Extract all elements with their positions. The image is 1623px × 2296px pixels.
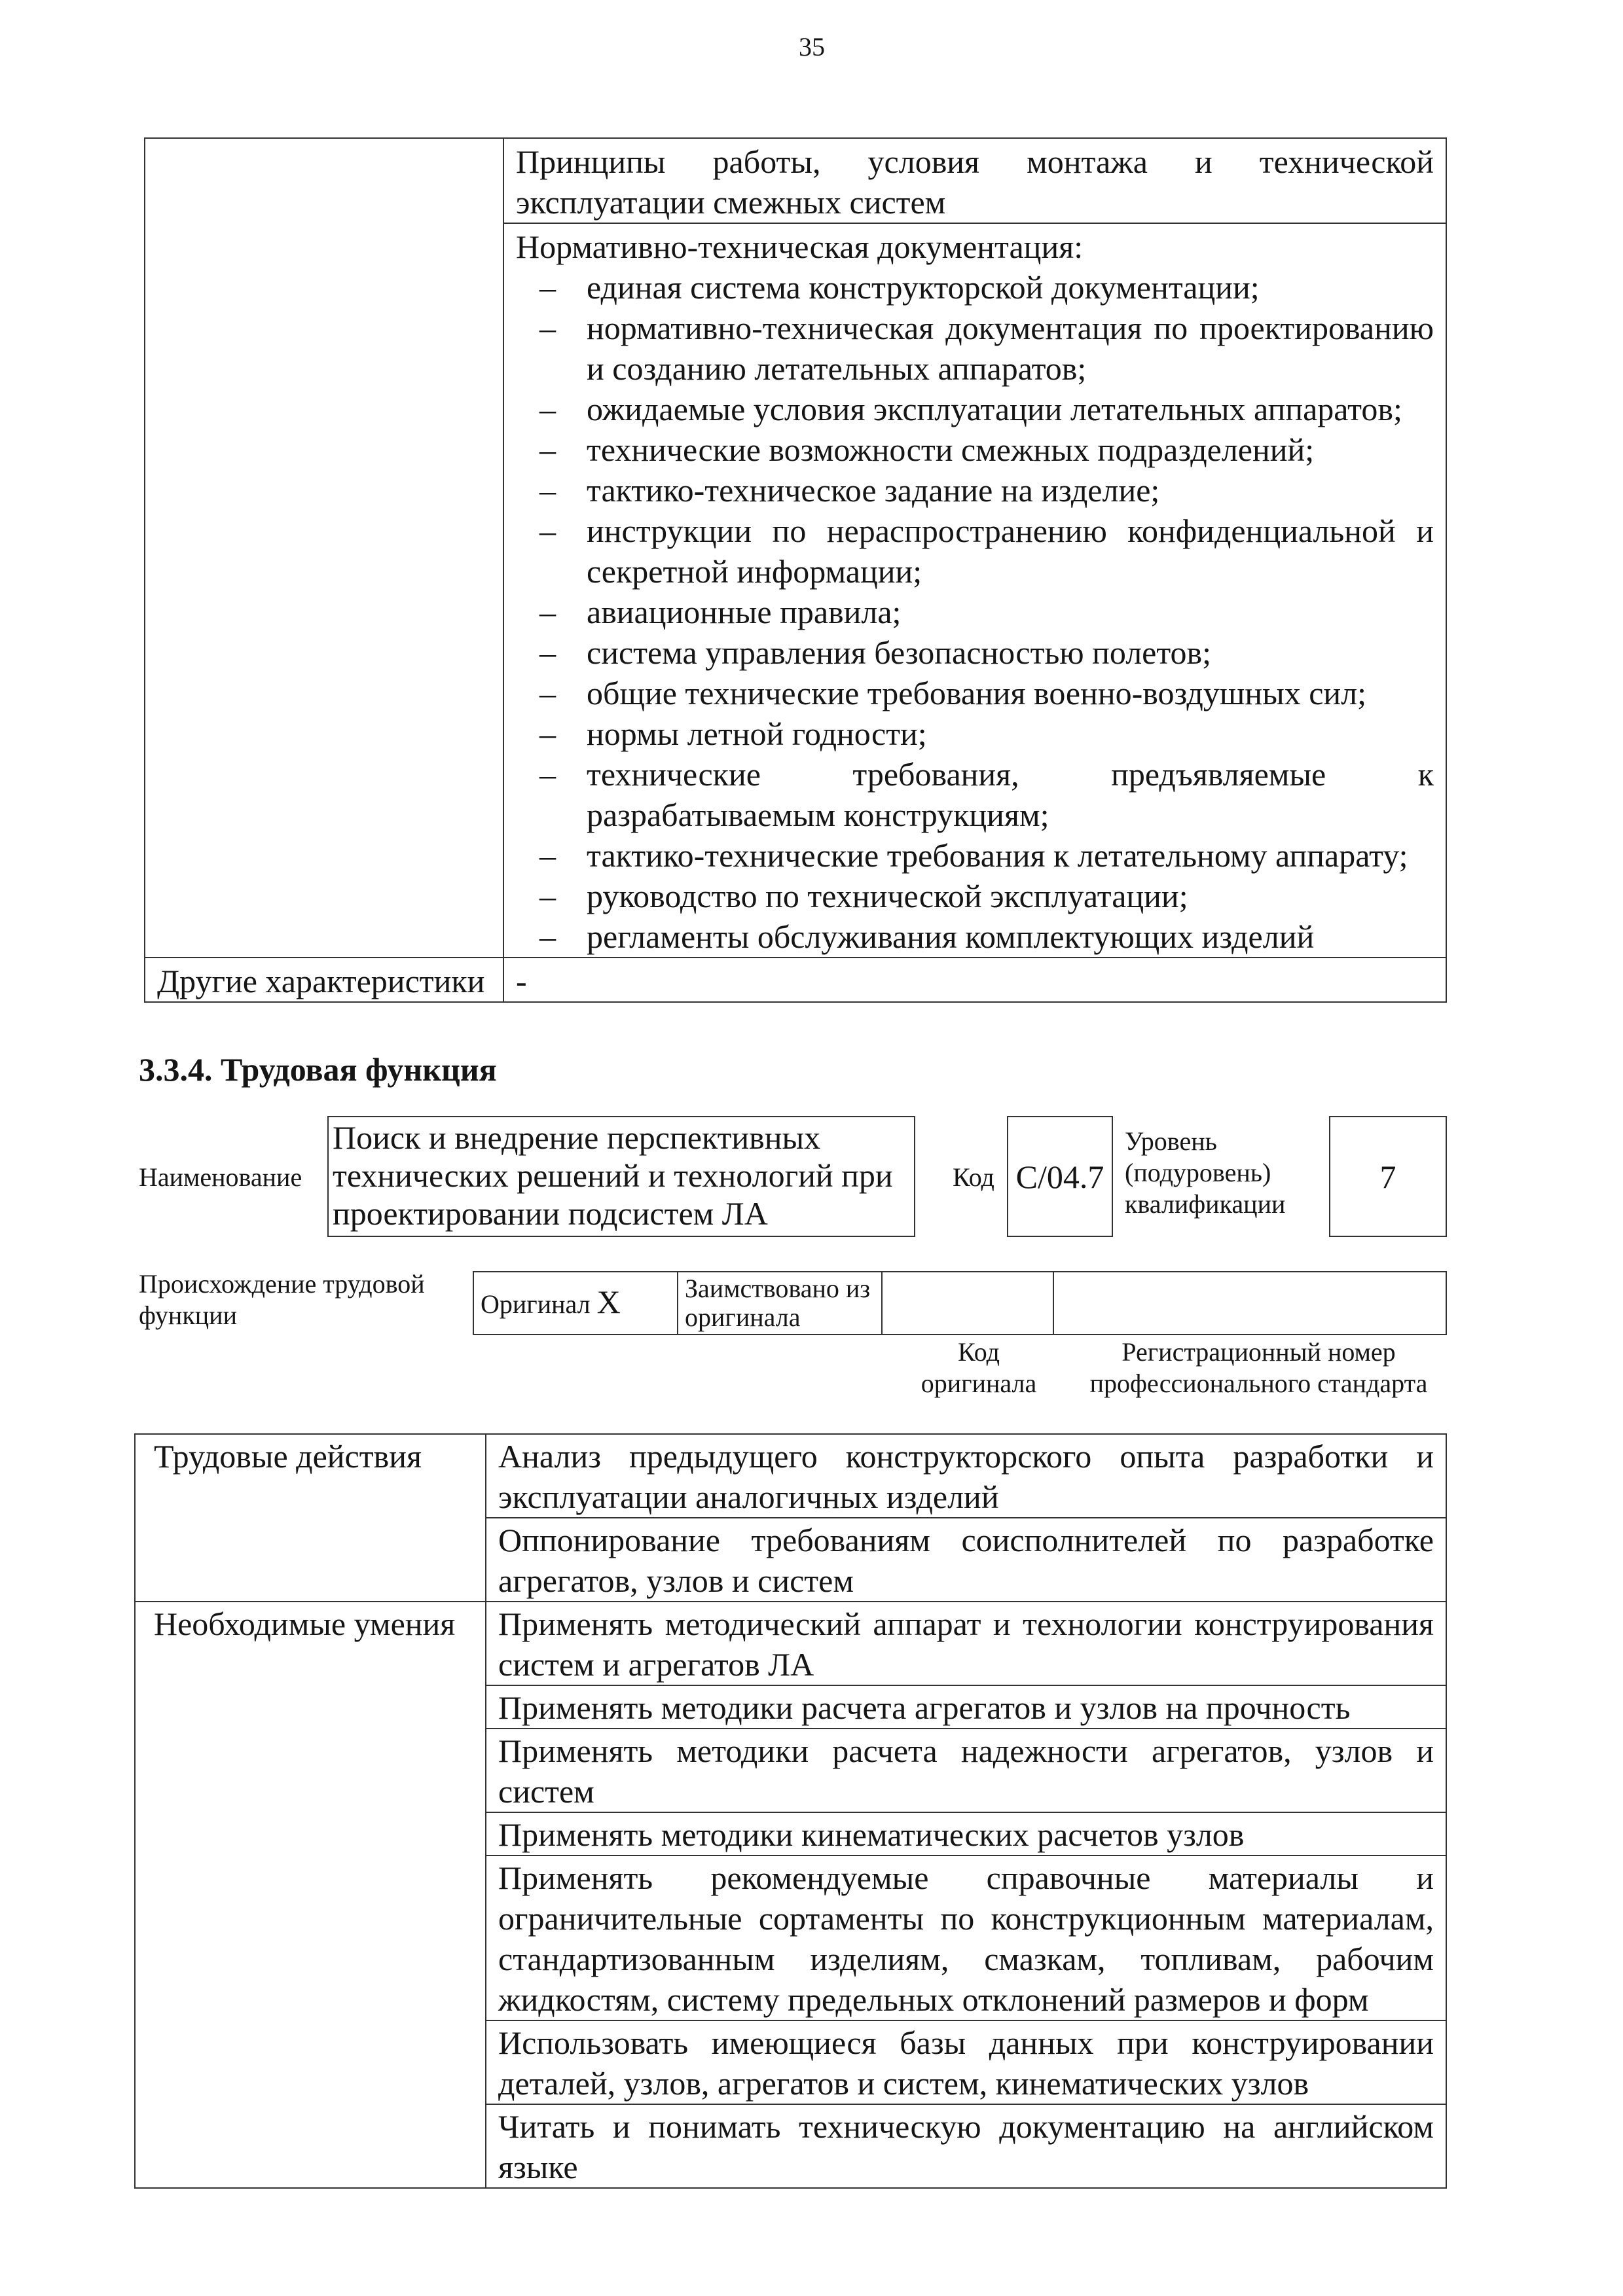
list-item: – технические возможности смежных подразделений; [516,429,1434,470]
table-row: Применять методический аппарат и технологии конструирования систем и агрегатов ЛА [486,1602,1446,1685]
list-item: – тактико-техническое задание на изделие; [516,470,1434,511]
origin-label: Происхождение трудовой функции [139,1269,425,1330]
skills-label: Необходимые умения [135,1602,486,2188]
table-row: Применять методики расчета агрегатов и узлов на прочность [486,1685,1446,1729]
level-label: Уровень (подуровень) квалификации [1125,1126,1286,1219]
list-item: – инструкции по нераспространению конфиденциальной и секретной информации; [516,511,1434,592]
table-row: Применять рекомендуемые справочные материалы и ограничительные сортаменты по конструкционным материалам, стандартизованным изделиям, смазкам, топливам, рабочим жидкостям, систему предельных отклонений размеров и форм [486,1856,1446,2020]
actions-label: Трудовые действия [135,1434,486,1602]
docs-title: Нормативно-техническая документация: [516,228,1084,265]
origin-reg-number-cell [1053,1272,1446,1335]
function-name-field: Поиск и внедрение перспективных технических решений и технологий при проектировании подсистем ЛА [327,1116,915,1237]
page-number: 35 [799,32,825,62]
table-row: Читать и понимать техническую документацию на английском языке [486,2104,1446,2188]
section-heading: 3.3.4. Трудовая функция [139,1051,497,1088]
list-item: – общие технические требования военно-воздушных сил; [516,673,1434,713]
docs-list [516,267,1434,957]
labor-actions-table [134,1433,1447,2189]
list-item: – система управления безопасностью полетов; [516,632,1434,673]
table-row: Использовать имеющиеся базы данных при конструировании деталей, узлов, агрегатов и систем, кинематических узлов [486,2020,1446,2104]
name-label: Наименование [139,1162,302,1192]
list-item: – регламенты обслуживания комплектующих изделий [516,916,1434,957]
table-row: Принципы работы, условия монтажа и технической эксплуатации смежных систем [503,138,1446,223]
origin-code-caption: Код оригинала [921,1337,1037,1398]
table-row [503,223,1446,958]
origin-original-label: Оригинал [481,1289,591,1319]
list-item: – руководство по технической эксплуатации; [516,876,1434,916]
other-characteristics-label: Другие характеристики [145,958,503,1002]
function-code-field: C/04.7 [1007,1116,1113,1237]
list-item: – нормативно-техническая документация по проектированию и созданию летательных аппаратов; [516,308,1434,389]
origin-mark: X [596,1283,621,1320]
empty-label-cell [145,138,503,958]
list-item: – технические требования, предъявляемые к разрабатываемым конструкциям; [516,754,1434,835]
origin-table [473,1271,1447,1335]
code-label: Код [953,1162,994,1192]
list-item: – ожидаемые условия эксплуатации летательных аппаратов; [516,389,1434,429]
table-row: Применять методики кинематических расчетов узлов [486,1812,1446,1856]
origin-reg-caption: Регистрационный номер профессионального стандарта [1089,1337,1428,1398]
origin-original-cell [473,1272,678,1335]
origin-borrowed-cell: Заимствовано из оригинала [678,1272,882,1335]
table-row: Применять методики расчета надежности агрегатов, узлов и систем [486,1729,1446,1812]
knowledge-table [144,137,1447,1003]
qualification-level-field: 7 [1329,1116,1447,1237]
other-characteristics-value: - [503,958,1446,1002]
list-item: – нормы летной годности; [516,713,1434,754]
list-item: – тактико-технические требования к летательному аппарату; [516,835,1434,876]
table-row: Оппонирование требованиям соисполнителей по разработке агрегатов, узлов и систем [486,1518,1446,1602]
list-item: – авиационные правила; [516,592,1434,632]
list-item: – единая система конструкторской документации; [516,267,1434,308]
origin-code-cell [882,1272,1053,1335]
table-row: Анализ предыдущего конструкторского опыта разработки и эксплуатации аналогичных изделий [486,1434,1446,1518]
